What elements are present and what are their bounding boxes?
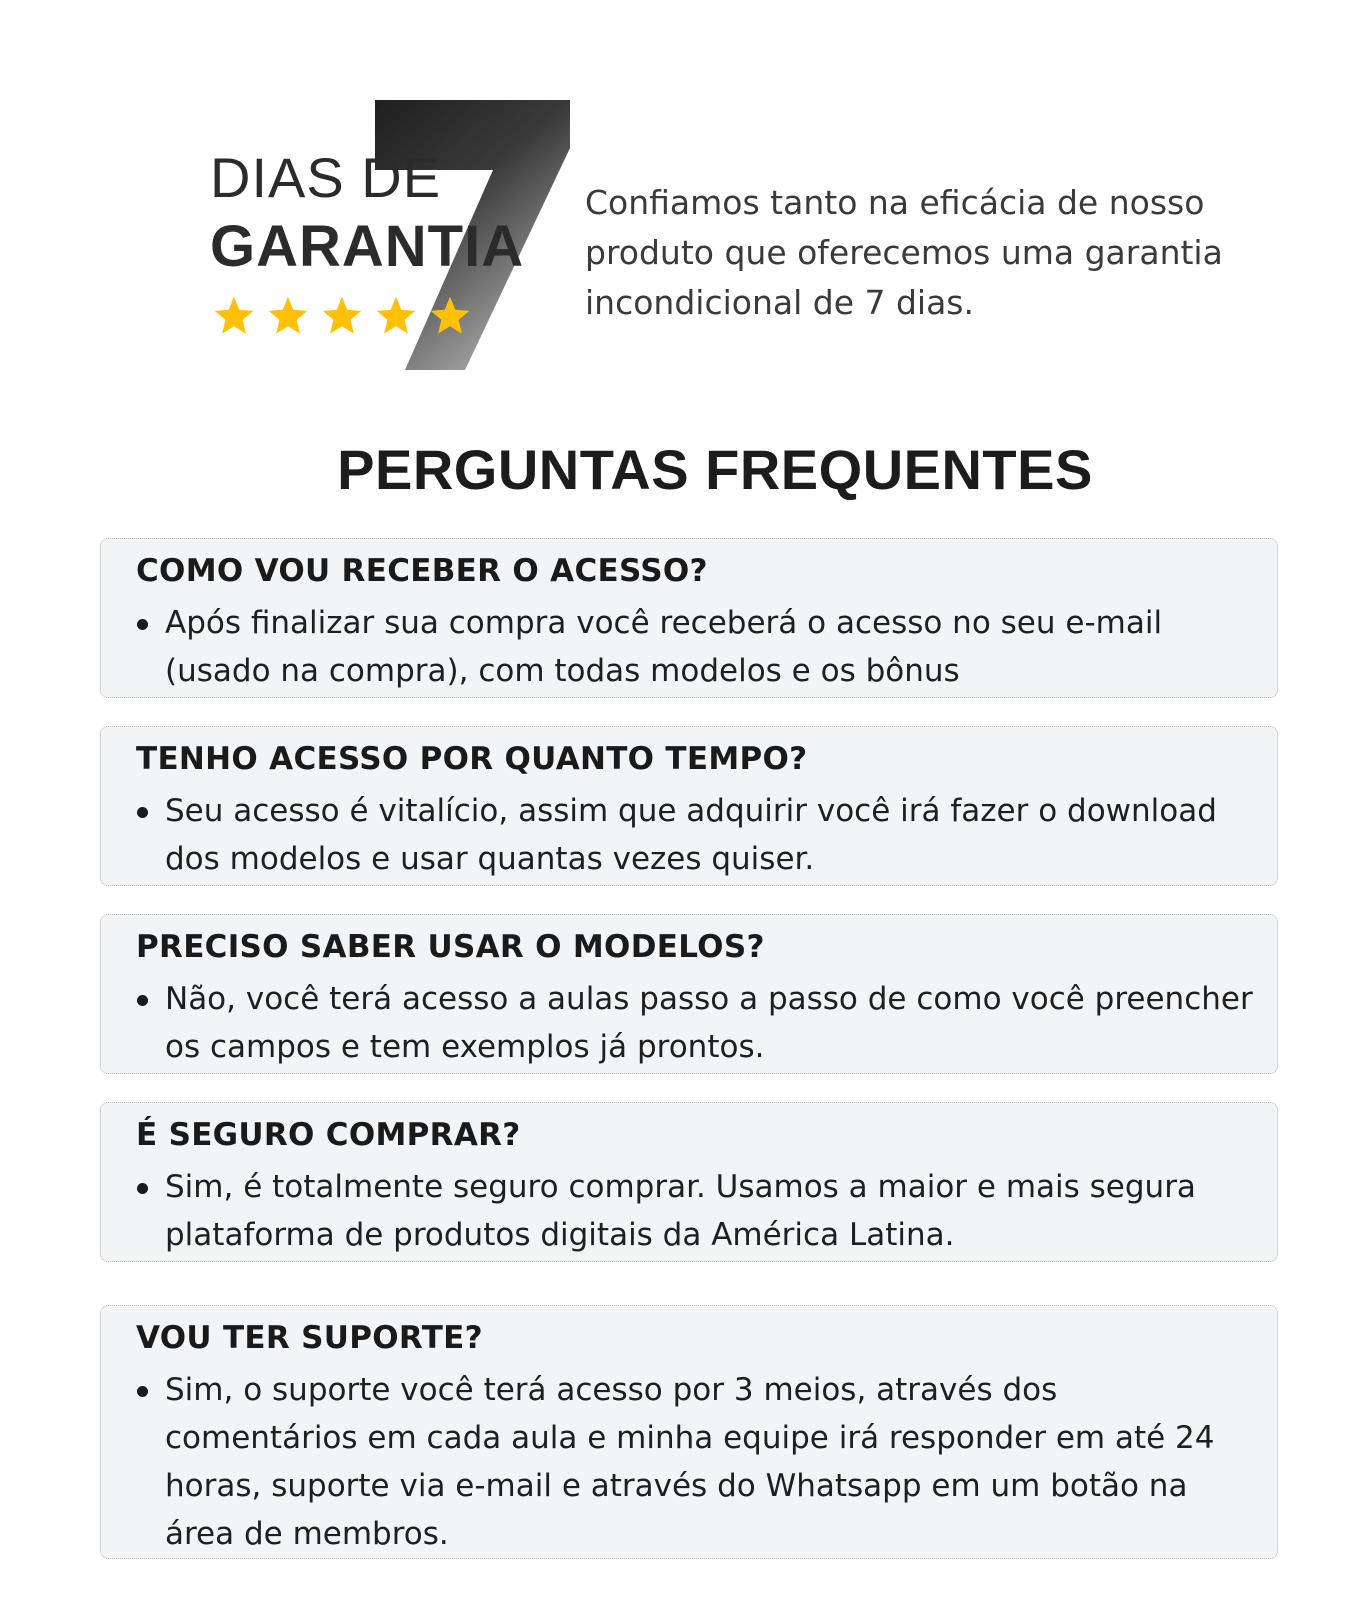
star-icon xyxy=(212,294,256,338)
bullet-icon xyxy=(137,995,148,1006)
faq-item xyxy=(100,726,1278,886)
faq-title: PERGUNTAS FREQUENTES xyxy=(337,438,1093,501)
star-icon xyxy=(320,294,364,338)
guarantee-description: Confiamos tanto na eficácia de nosso produto que oferecemos uma garantia incondicional de 7 dias. xyxy=(585,183,1223,322)
faq-item xyxy=(100,1305,1278,1559)
guarantee-days-label: DIAS DE xyxy=(210,146,442,209)
guarantee-section xyxy=(0,0,1366,400)
faq-question: VOU TER SUPORTE? xyxy=(136,1320,483,1356)
faq-item xyxy=(100,1102,1278,1262)
bullet-icon xyxy=(137,1183,148,1194)
rating-stars xyxy=(212,294,472,338)
faq-answer: Seu acesso é vitalício, assim que adquirir você irá fazer o download dos modelos e usar quantas vezes quiser. xyxy=(165,793,1217,877)
faq-question: É SEGURO COMPRAR? xyxy=(136,1117,521,1153)
faq-item xyxy=(100,914,1278,1074)
faq-answer: Sim, é totalmente seguro comprar. Usamos a maior e mais segura plataforma de produtos digitais da América Latina. xyxy=(165,1169,1196,1253)
faq-answer: Não, você terá acesso a aulas passo a passo de como você preencher os campos e tem exemplos já prontos. xyxy=(165,981,1253,1065)
star-icon xyxy=(266,294,310,338)
faq-item xyxy=(100,538,1278,698)
bullet-icon xyxy=(137,807,148,818)
faq-question: PRECISO SABER USAR O MODELOS? xyxy=(136,929,765,965)
bullet-icon xyxy=(137,1386,148,1397)
bullet-icon xyxy=(137,619,148,630)
guarantee-title: GARANTIA xyxy=(210,214,525,279)
star-icon xyxy=(374,294,418,338)
faq-question: COMO VOU RECEBER O ACESSO? xyxy=(136,553,708,589)
star-icon xyxy=(428,294,472,338)
faq-question: TENHO ACESSO POR QUANTO TEMPO? xyxy=(136,741,808,777)
faq-answer: Após finalizar sua compra você receberá o acesso no seu e-mail (usado na compra), com todas modelos e os bônus xyxy=(165,605,1163,689)
faq-answer: Sim, o suporte você terá acesso por 3 meios, através dos comentários em cada aula e minha equipe irá responder em até 24 horas, suporte via e-mail e através do Whatsapp em um botão na área de membros. xyxy=(165,1372,1215,1552)
